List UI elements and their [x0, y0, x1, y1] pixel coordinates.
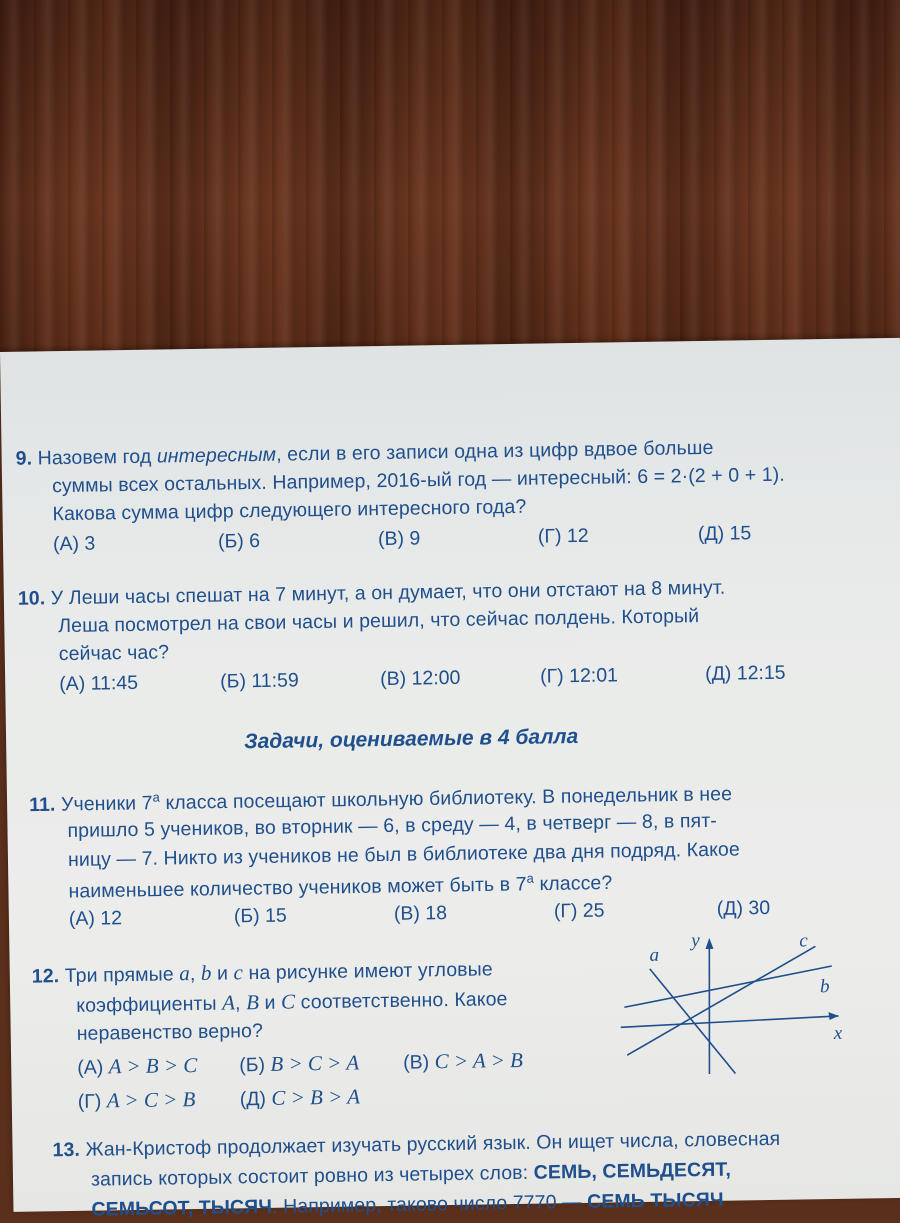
problem-13-line-3: СЕМЬСОТ, ТЫСЯЧ. Например, таково число 7770 — СЕМЬ ТЫСЯЧ — [91, 1188, 724, 1221]
problem-9-line-2: суммы всех остальных. Например, 2016-ый год — интересный: 6 = 2·(2 + 0 + 1). — [51, 463, 785, 498]
problem-12-line-2: коэффициенты A, B и C соответственно. Какое — [76, 988, 508, 1017]
problem-10-line-2: Леша посмотрел на свои часы и решил, что сейчас полдень. Который — [58, 605, 700, 638]
section-heading: Задачи, оцениваемые в 4 балла — [243, 724, 579, 754]
problem-11-line-2: пришло 5 учеников, во вторник — 6, в среду — 4, в четверг — 8, в пят- — [67, 809, 718, 842]
problem-11-option-a: (А) 12 — [68, 907, 123, 930]
problem-10-option-a: (А) 11:45 — [59, 671, 139, 696]
problem-9-option-g: (Г) 12 — [537, 524, 589, 548]
problem-9-option-b: (Б) 6 — [217, 529, 261, 553]
problem-12-option-b: (Б) B > C > A — [239, 1050, 360, 1077]
label-b: b — [819, 976, 830, 998]
worksheet-page — [0, 338, 900, 1221]
problem-9-line-1: 9. Назовем год интересным, если в его записи одна из цифр вдвое больше — [15, 436, 714, 470]
problem-12-option-v: (В) C > A > B — [403, 1047, 524, 1074]
lines-figure — [619, 923, 866, 1077]
problem-10-line-1: 10. У Леши часы спешат на 7 минут, а он думает, что они отстают на 8 минут. — [17, 576, 726, 610]
line-b — [624, 966, 833, 1007]
problem-12-option-a: (А) A > B > C — [77, 1052, 198, 1079]
x-axis — [621, 1016, 839, 1027]
problem-13-line-2: запись которых состоит ровно из четырех слов: СЕМЬ, СЕМЬДЕСЯТ, — [90, 1158, 732, 1191]
problem-11-line-3: ницу — 7. Никто из учеников не был в библиотеке два дня подряд. Какое — [67, 838, 741, 871]
problem-10-option-b: (Б) 11:59 — [220, 669, 299, 693]
problem-12-line-3: неравенство верно? — [76, 1019, 264, 1045]
problem-10-option-d: (Д) 12:15 — [704, 661, 786, 685]
problem-9-option-d: (Д) 15 — [697, 522, 752, 546]
problem-11-option-b: (Б) 15 — [233, 904, 287, 928]
problem-11-line-4: наименьшее количество учеников может быть в $7^а$ классе? — [68, 870, 613, 903]
problem-number: 13. — [52, 1138, 81, 1162]
problem-9-option-a: (А) 3 — [52, 532, 96, 556]
x-axis-arrow — [828, 1012, 838, 1020]
label-x: x — [833, 1022, 843, 1044]
problem-12-option-d: (Д) C > B > A — [239, 1084, 361, 1111]
y-axis-arrow — [705, 938, 713, 949]
problem-11-line-1: 11. Ученики $7^а$ класса посещают школьную библиотеку. В понедельник в нее — [28, 783, 733, 817]
problem-10-option-v: (В) 12:00 — [380, 666, 461, 691]
problem-9-option-v: (В) 9 — [377, 527, 421, 551]
problem-number: 10. — [17, 587, 46, 610]
problem-12-line-1: 12. Три прямые a, b и c на рисунке имеют угловые — [31, 958, 493, 988]
problem-number: 11. — [28, 793, 56, 817]
problem-10-line-3: сейчас час? — [58, 641, 170, 666]
problem-10-option-g: (Г) 12:01 — [539, 664, 619, 688]
problem-11-option-d: (Д) 30 — [716, 896, 771, 920]
wooden-table — [0, 0, 900, 370]
problem-12-option-g: (Г) A > C > B — [77, 1087, 196, 1113]
problem-11-option-g: (Г) 25 — [553, 899, 605, 923]
label-y: y — [691, 930, 700, 952]
problem-number: 12. — [31, 965, 60, 988]
problem-13-line-1: 13. Жан-Кристоф продолжает изучать русский язык. Он ищет числа, словесная — [52, 1127, 781, 1162]
emphasis-word: интересным — [156, 443, 277, 468]
label-c: c — [799, 930, 808, 952]
problem-number: 9. — [15, 447, 33, 470]
problem-9-line-3: Какова сумма цифр следующего интересного года? — [52, 495, 527, 526]
label-a: a — [649, 944, 660, 966]
problem-11-option-v: (В) 18 — [393, 902, 448, 925]
